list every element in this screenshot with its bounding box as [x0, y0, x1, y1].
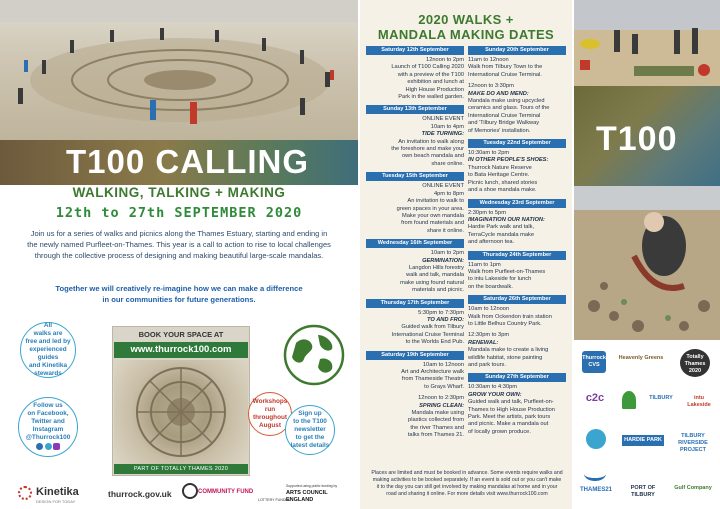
- event-name: MAKE DO AND MEND:: [468, 90, 529, 97]
- event-name: GERMINATION:: [422, 257, 464, 264]
- partner-logos: [574, 345, 720, 509]
- schedule-day-header: Saturday 26th September: [468, 295, 566, 304]
- partner-logo: TILBURY RIVERSIDE PROJECT: [678, 433, 708, 453]
- event-detail: wildlife habitat, stone painting: [468, 354, 543, 361]
- together-statement: Together we will creatively re-imagine how we can make a difference in our communities for future generations.: [55, 284, 303, 304]
- waves-icon: [584, 467, 606, 481]
- event-detail: the river Thames and: [410, 424, 464, 431]
- event-detail: Thames to High House Production: [468, 406, 555, 413]
- event-detail: ONLINE EVENT: [422, 116, 464, 123]
- event-detail: Mandala make using: [411, 410, 464, 417]
- event-detail: walk and talk, mandala: [406, 272, 464, 279]
- schedule-day-header: Saturday 12th September: [366, 46, 464, 55]
- event-detail: to intu Lakeside for lunch: [468, 276, 532, 283]
- event-detail: Launch of T100 Calling 2020: [391, 64, 464, 71]
- event-detail: Guided walk and talk, Purfleet-on-: [468, 399, 554, 406]
- event-detail: and park tours.: [468, 362, 506, 368]
- event-name: IMAGINATION OUR NATION:: [468, 216, 545, 223]
- event-detail: Park in the walled garden.: [398, 94, 464, 101]
- partner-logo: TILBURY: [649, 395, 673, 401]
- partner-logo: c2c: [585, 392, 605, 404]
- event-detail: 10:30am to 2pm: [468, 150, 510, 157]
- dates-panel: [360, 0, 572, 509]
- event-detail: the foreshore and make your: [391, 146, 464, 153]
- event-detail: talks from Thames 21.: [407, 432, 464, 439]
- schedule-day: [366, 351, 464, 440]
- partner-logo: Gulf Company: [674, 485, 712, 491]
- schedule-day: [366, 105, 464, 168]
- event-detail: and afternoon tea.: [468, 239, 515, 246]
- making-mandala-photo: [574, 186, 720, 340]
- event-detail: from found materials and: [401, 220, 464, 227]
- schedule-day-header: Sunday 13th September: [366, 105, 464, 114]
- schedule-day-header: Thursday 24th September: [468, 251, 566, 260]
- schedule-day-header: Tuesday 22nd September: [468, 139, 566, 148]
- event-detail: exhibition and lunch at: [407, 79, 464, 86]
- event-detail: 10am to 12noon: [422, 361, 464, 368]
- event-detail: 11am to 1pm: [468, 261, 501, 268]
- event-name: RENEWAL:: [468, 339, 499, 346]
- kinetika-logo: Kinetika: [36, 486, 79, 498]
- event-detail: 10am to 12noon: [468, 306, 510, 313]
- schedule-day: [468, 199, 566, 247]
- schedule-day-header: Sunday 20th September: [468, 46, 566, 55]
- lottery-funded-logo: LOTTERY FUNDED: [258, 498, 291, 502]
- event-detail: Thurrock Nature Reserve: [468, 164, 532, 171]
- partner-logo: intu Lakeside: [687, 395, 711, 408]
- event-detail: International Cruise Terminal.: [468, 71, 542, 78]
- kinetika-tagline: DESIGN FOR TODAY: [36, 499, 76, 504]
- event-detail: Walk from Tilbury Town to the: [468, 64, 543, 71]
- event-detail: on the boardwalk.: [468, 283, 513, 290]
- event-detail: share online.: [431, 160, 464, 167]
- event-name: GROW YOUR OWN:: [468, 391, 522, 398]
- event-detail: 5:30pm to 7:30pm: [418, 309, 464, 316]
- lottery-logo-icon: [182, 483, 198, 499]
- event-detail: An invitation to walk to: [407, 198, 464, 205]
- partner-logo: HARDIE PARK: [622, 435, 664, 446]
- event-detail: and 'Tilbury Bridge Walkway: [468, 120, 540, 127]
- event-detail: materials and picnic.: [412, 287, 464, 294]
- event-detail: and a shoe mandala make.: [468, 187, 537, 194]
- event-detail: 11am to 12noon: [468, 57, 509, 63]
- instagram-icon[interactable]: [53, 443, 60, 450]
- event-detail: 12noon to 3:30pm: [468, 83, 514, 90]
- thurrock-council-link[interactable]: thurrock.gov.uk: [108, 489, 172, 499]
- event-detail: to the Worlds End Pub.: [405, 339, 464, 346]
- event-detail: 10am to 4pm: [430, 123, 464, 130]
- beach-mandala-photo: [0, 0, 358, 140]
- event-detail: from Thameside Theatre: [401, 376, 464, 383]
- twitter-icon[interactable]: [45, 443, 52, 450]
- workshops-bubble: Workshops run throughout August: [248, 392, 292, 436]
- schedule-day: [366, 239, 464, 294]
- event-detail: Walk from Ockendon train station: [468, 313, 552, 320]
- event-detail: to Little Belhus Country Park.: [468, 320, 542, 327]
- partner-logo: PORT OF TILBURY: [630, 485, 656, 498]
- event-detail: with a preview of the T100: [397, 71, 464, 78]
- part-of-label: PART OF TOTALLY THAMES 2020: [114, 464, 248, 474]
- event-detail: TerraCycle mandala make: [468, 231, 535, 238]
- event-detail: Guided walk from Tilbury: [401, 324, 464, 331]
- schedule-day: [468, 46, 566, 135]
- event-detail: Mandala make using upcycled: [468, 98, 545, 105]
- event-detail: 10am to 2pm: [430, 250, 464, 257]
- schedule-day: [366, 172, 464, 235]
- event-detail: ONLINE EVENT: [422, 183, 464, 190]
- schedule-day-header: Wednesday 16th September: [366, 239, 464, 248]
- schedule-column-left: [366, 46, 464, 444]
- right-panel: [574, 0, 720, 509]
- sponsor-footer: [0, 480, 358, 509]
- partner-logo: Heavenly Greens: [618, 355, 664, 361]
- event-detail: Hardie Park walk and talk,: [468, 224, 535, 231]
- event-detail: make using found natural: [400, 279, 464, 286]
- tree-icon: [622, 391, 636, 409]
- kinetika-logo-icon: [18, 486, 32, 500]
- event-name: SPRING CLEAN:: [419, 402, 464, 409]
- event-detail: Art and Architecture walk: [401, 369, 464, 375]
- event-detail: Langdon Hills forestry: [408, 264, 464, 271]
- schedule-title-line2: MANDALA MAKING DATES: [377, 27, 555, 42]
- event-dates: 12th to 27th SEPTEMBER 2020: [55, 205, 303, 221]
- event-name: IN OTHER PEOPLE'S SHOES:: [468, 157, 549, 164]
- event-detail: International Cruise Terminal: [391, 331, 464, 338]
- schedule-day: [468, 295, 566, 369]
- left-panel: [0, 0, 358, 509]
- event-name: TIDE TURNING:: [421, 131, 464, 138]
- event-detail: plastics collected from: [408, 417, 464, 424]
- event-detail: 12:30pm to 3pm: [468, 332, 510, 339]
- arts-council-sub: Supported using public funding by: [286, 484, 338, 488]
- event-detail: share it online.: [427, 227, 464, 234]
- mandala-photo: [114, 360, 248, 464]
- schedule-day-header: Tuesday 15th September: [366, 172, 464, 181]
- event-detail: 2:30pm to 5pm: [468, 209, 506, 216]
- schedule-day-header: Saturday 19th September: [366, 351, 464, 360]
- event-name: TO AND FRO:: [427, 316, 464, 323]
- arts-council-logo: ARTS COUNCIL ENGLAND: [286, 490, 328, 503]
- event-detail: 4pm to 8pm: [433, 190, 464, 197]
- event-detail: of locally grown produce.: [468, 428, 531, 435]
- newsletter-signup-bubble[interactable]: Sign up to the T100 newsletter to get the latest details: [285, 405, 335, 455]
- partner-logo: Totally Thames 2020: [680, 349, 710, 377]
- banner-title: T100 CALLING: [66, 143, 310, 180]
- globe-icon: [282, 323, 346, 387]
- event-detail: 10:30am to 4:30pm: [468, 384, 518, 391]
- free-walks-bubble: All walks are free and led by experienced guides and Kinetika stewards: [20, 322, 76, 378]
- partner-logo: Thurrock CVS: [582, 351, 606, 373]
- booking-url-link[interactable]: www.thurrock100.com: [114, 342, 248, 358]
- intro-text: Join us for a series of walks and picnics along the Thames Estuary, starting and ending in the newly named Purfleet-on-Thames. This year is a call to action to rise to local challenges through the collective process of designing and making beautiful large-scale mandalas.: [27, 229, 331, 260]
- schedule-day: [468, 251, 566, 292]
- schedule-day-header: Wednesday 23rd September: [468, 199, 566, 208]
- event-detail: 12noon to 2pm: [426, 57, 464, 63]
- booking-label: BOOK YOUR SPACE AT: [138, 330, 224, 339]
- event-detail: and picnic. Make a mandala out: [468, 421, 549, 428]
- community-fund-logo: COMMUNITY FUND: [198, 489, 254, 495]
- event-detail: ceramics and glass. Tours of the: [468, 105, 550, 112]
- schedule-day-header: Thursday 17th September: [366, 299, 464, 308]
- event-detail: to Grays Wharf.: [424, 383, 464, 390]
- event-detail: Mandala make to create a living: [468, 347, 549, 354]
- booking-footnote: Places are limited and must be booked in advance. Some events require walks and making activities to be booked separately. If an event is sold out or you can't make it to the day you can still get involved by making mandalas at home and in your road and sharing it online. For more details visit www.thurrock100.com: [371, 470, 563, 497]
- schedule-day: [468, 139, 566, 194]
- event-detail: Picnic lunch, shared stories: [468, 179, 538, 186]
- event-detail: International Cruise Terminal: [468, 112, 541, 119]
- schedule-day: [468, 373, 566, 436]
- schedule-day: [366, 299, 464, 347]
- event-detail: of Memories' installation.: [468, 127, 531, 134]
- walkers-photo: [574, 0, 720, 86]
- schedule-day: [366, 46, 464, 101]
- event-detail: Park. Meet the artists, park tours: [468, 414, 551, 421]
- subtitle: WALKING, TALKING + MAKING: [72, 185, 286, 200]
- event-detail: Make your own mandala: [402, 212, 464, 219]
- event-detail: High House Production: [405, 86, 464, 93]
- event-detail: Walk from Purfleet-on-Thames: [468, 268, 546, 275]
- t100-logo: T100: [596, 120, 678, 158]
- event-detail: An invitation to walk along: [398, 138, 464, 145]
- event-detail: green spaces in your area.: [396, 205, 464, 212]
- event-detail: own beach mandala and: [402, 153, 464, 160]
- event-detail: 12noon to 2:30pm: [418, 395, 464, 402]
- schedule-column-right: [468, 46, 566, 440]
- event-detail: to Bata Heritage Centre.: [468, 172, 530, 179]
- schedule-day-header: Sunday 27th September: [468, 373, 566, 382]
- recycle-icon: [586, 429, 606, 449]
- schedule-title-line1: 2020 WALKS +: [418, 12, 514, 27]
- partner-logo: THAMES21: [579, 487, 612, 493]
- follow-us-bubble: Follow us on Facebook, Twitter and Instagram @Thurrock100: [18, 397, 78, 457]
- facebook-icon[interactable]: [36, 443, 43, 450]
